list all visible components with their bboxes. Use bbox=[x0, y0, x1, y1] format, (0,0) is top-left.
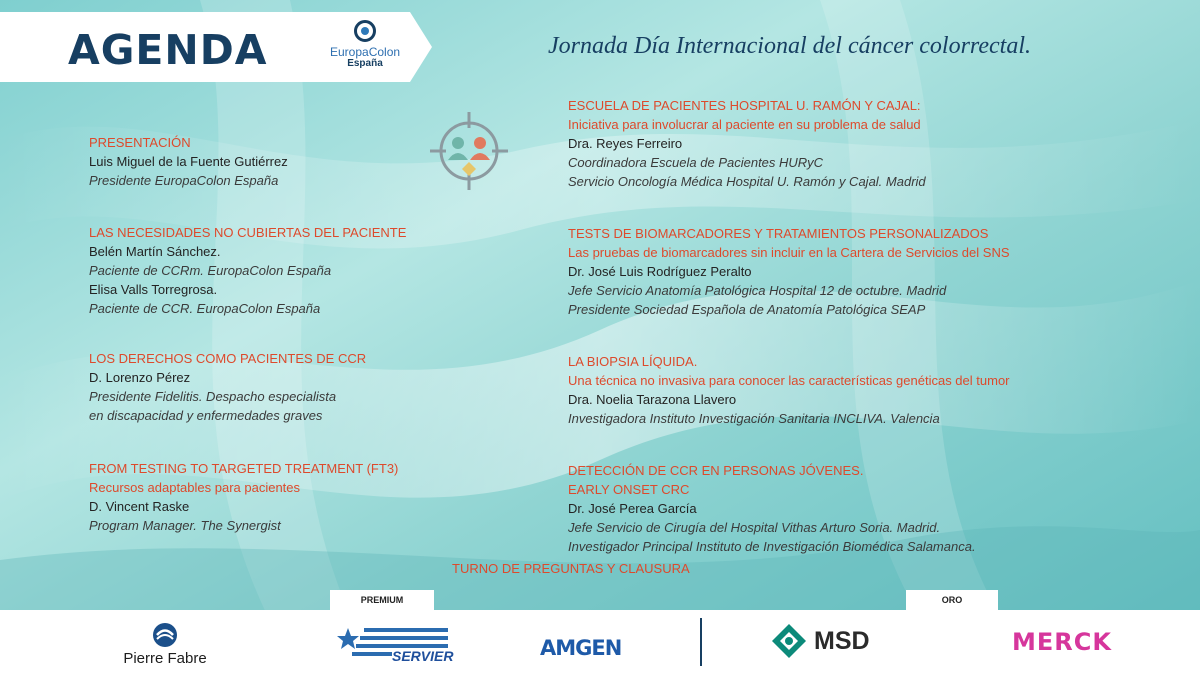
sponsor-divider bbox=[700, 618, 702, 666]
msd-logo bbox=[770, 622, 880, 662]
tier-premium-label: PREMIUM bbox=[330, 590, 434, 612]
session-title: TESTS DE BIOMARCADORES Y TRATAMIENTOS PERSONALIZADOS bbox=[568, 226, 989, 241]
speaker-role: Presidente Sociedad Española de Anatomía Patológica SEAP bbox=[568, 302, 926, 317]
pierre-fabre-text: Pierre Fabre bbox=[123, 650, 207, 667]
session-subtitle: Iniciativa para involucrar al paciente en su problema de salud bbox=[568, 117, 921, 132]
speaker-role: Jefe Servicio de Cirugía del Hospital Vithas Arturo Soria. Madrid. bbox=[568, 520, 941, 535]
servier-logo bbox=[330, 620, 454, 668]
session-title: ESCUELA DE PACIENTES HOSPITAL U. RAMÓN Y CAJAL: bbox=[568, 98, 921, 113]
session-item bbox=[89, 133, 509, 190]
agenda-left-column bbox=[89, 133, 509, 535]
speaker-role: Investigadora Instituto Investigación Sanitaria INCLIVA. Valencia bbox=[568, 411, 940, 426]
session-subtitle: Una técnica no invasiva para conocer las características genéticas del tumor bbox=[568, 373, 1010, 388]
session-item bbox=[89, 223, 509, 318]
event-title: Jornada Día Internacional del cáncer colorrectal. bbox=[548, 33, 1031, 59]
speaker-name: D. Lorenzo Pérez bbox=[89, 370, 191, 385]
speaker-name: Dr. José Luis Rodríguez Peralto bbox=[568, 264, 752, 279]
speaker-role: Presidente EuropaColon España bbox=[89, 173, 279, 188]
speaker-role: Investigador Principal Instituto de Investigación Biomédica Salamanca. bbox=[568, 539, 976, 554]
speaker-role: Servicio Oncología Médica Hospital U. Ramón y Cajal. Madrid bbox=[568, 174, 926, 189]
speaker-role: Coordinadora Escuela de Pacientes HURyC bbox=[568, 155, 824, 170]
speaker-name: D. Vincent Raske bbox=[89, 499, 190, 514]
session-title: FROM TESTING TO TARGETED TREATMENT (FT3) bbox=[89, 461, 399, 476]
msd-icon bbox=[770, 622, 808, 660]
page-title: AGENDA bbox=[68, 26, 268, 74]
session-item bbox=[89, 349, 509, 425]
pierre-fabre-logo bbox=[100, 622, 230, 668]
speaker-role: Jefe Servicio Anatomía Patológica Hospital 12 de octubre. Madrid bbox=[568, 283, 947, 298]
speaker-name: Luis Miguel de la Fuente Gutiérrez bbox=[89, 154, 288, 169]
speaker-role: Presidente Fidelitis. Despacho especialista bbox=[89, 389, 337, 404]
session-title: LAS NECESIDADES NO CUBIERTAS DEL PACIENTE bbox=[89, 225, 407, 240]
speaker-name: Belén Martín Sánchez. bbox=[89, 244, 221, 259]
session-item bbox=[568, 224, 1128, 319]
pierre-fabre-icon bbox=[152, 622, 178, 648]
session-title: PRESENTACIÓN bbox=[89, 135, 191, 150]
speaker-name: Elisa Valls Torregrosa. bbox=[89, 282, 218, 297]
speaker-role: en discapacidad y enfermedades graves bbox=[89, 408, 323, 423]
session-subtitle: Recursos adaptables para pacientes bbox=[89, 480, 301, 495]
speaker-name: Dra. Reyes Ferreiro bbox=[568, 136, 683, 151]
logo-mark-icon bbox=[354, 20, 376, 42]
logo-country: España bbox=[347, 58, 383, 69]
session-subtitle: Las pruebas de biomarcadores sin incluir en la Cartera de Servicios del SNS bbox=[568, 245, 1010, 260]
speaker-role: Paciente de CCRm. EuropaColon España bbox=[89, 263, 332, 278]
agenda-right-column bbox=[568, 96, 1128, 556]
session-title: LA BIOPSIA LÍQUIDA. bbox=[568, 354, 698, 369]
tier-oro-label: ORO bbox=[906, 590, 998, 612]
servier-text: SERVIER bbox=[392, 648, 454, 664]
logo-name: EuropaColon bbox=[330, 45, 401, 59]
speaker-role: Paciente de CCR. EuropaColon España bbox=[89, 301, 321, 316]
msd-text: MSD bbox=[814, 627, 870, 655]
europacolon-logo bbox=[330, 20, 400, 78]
session-item bbox=[89, 459, 509, 535]
speaker-name: Dra. Noelia Tarazona Llavero bbox=[568, 392, 737, 407]
session-title: DETECCIÓN DE CCR EN PERSONAS JÓVENES. bbox=[568, 463, 864, 478]
closing-session: TURNO DE PREGUNTAS Y CLAUSURA bbox=[452, 561, 690, 576]
session-subtitle: EARLY ONSET CRC bbox=[568, 482, 690, 497]
merck-logo: MERCK bbox=[1012, 628, 1112, 656]
session-item bbox=[568, 96, 1128, 191]
session-item bbox=[568, 352, 1128, 428]
speaker-name: Dr. José Perea García bbox=[568, 501, 697, 516]
speaker-role: Program Manager. The Synergist bbox=[89, 518, 281, 533]
amgen-logo: AMGEN bbox=[540, 636, 622, 660]
session-item bbox=[568, 461, 1128, 556]
session-title: LOS DERECHOS COMO PACIENTES DE CCR bbox=[89, 351, 367, 366]
